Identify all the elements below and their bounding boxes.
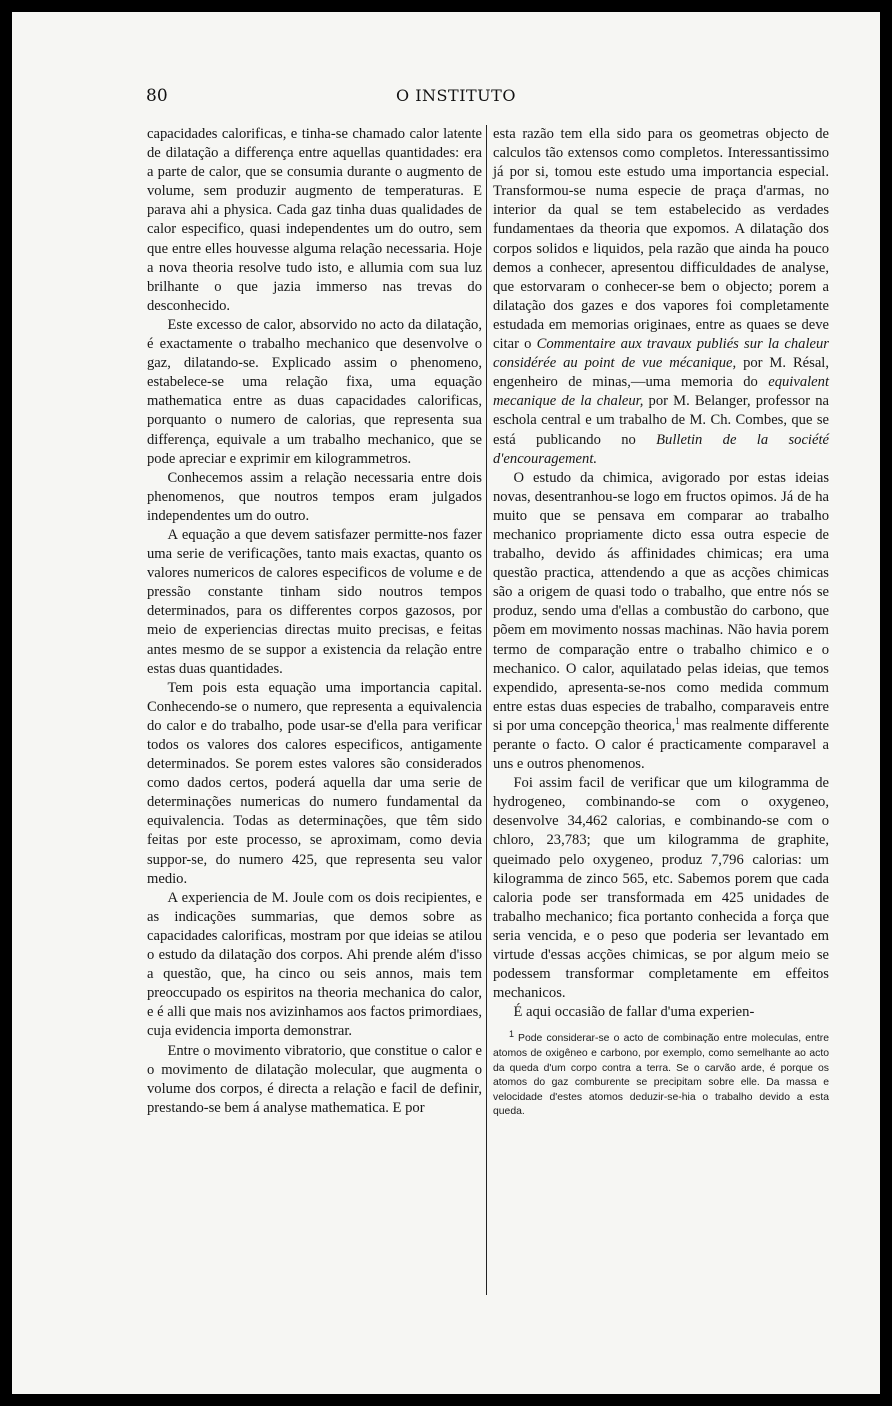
paragraph: Tem pois esta equação uma importancia capital. Conhecendo-se o numero, que representa a equivalencia do calor e do trabalho, pode usar-se d'ella para verificar todos os valores dos calores especificos, antigamente determinados. Se porem estes valores são considerados como dados certos, poderá aquella dar uma serie de determinações numericas do numero fundamental da equivalencia. Todas as determinações, que têm sido feitas por este processo, se aproximam, como devia suppor-se, do numero 425, que representa seu valor medio. — [147, 679, 482, 887]
paragraph: É aqui occasião de fallar d'uma experien- — [513, 1004, 755, 1021]
paragraph: Conhecemos assim a relação necessaria entre dois phenomenos, que noutros tempos eram julgados independentes um do outro. — [147, 469, 482, 524]
paragraph-text: por M. Belanger, professor na eschola central e um trabalho de M. Ch. Combes, que se está publicando no — [493, 393, 829, 448]
cited-title: Commentaire aux travaux publiés sur la chaleur considérée au point de vue mécanique, — [493, 336, 829, 372]
paragraph: capacidades calorificas, e tinha-se chamado calor latente de dilatação a differença entre aquellas quantidades: era a parte de calor, que se consumia durante o augmento de volume, sem produzir augmento de temperaturas. E parava ahi a physica. Cada gaz tinha duas qualidades de calor especifico, quasi independentes um do outro, sem que entre elles houvesse alguma relação necessaria. Hoje a nova theoria resolve tudo isto, e allumia com sua luz brilhante o que jazia immerso nas trevas do desconhecido. — [147, 126, 482, 314]
paragraph-text: O estudo da chimica, avigorado por estas ideias novas, desentranhou-se logo em fructos opimos. Já de ha muito que se pensava em comparar ao trabalho mechanico propriamente dicto essa outra especie de trabalho, devido ás affinidades chimicas; era uma questão practica, attendendo a que as acções chimicas são a origem de quasi todo o trabalho, que entre nós se produz, sendo uma d'ellas a combustão do carbono, que põem em movimento nossas machinas. Não havia porem termo de comparação entre o trabalho chimico e o mechanico. O calor, aquilatado pelas ideias, que temos expendido, apresenta-se-nos como medida commum entre estas duas especies de trabalho, comparaveis entre si por uma concepção theorica, — [493, 469, 829, 734]
paragraph — [493, 125, 829, 469]
paragraph: A experiencia de M. Joule com os dois recipientes, e as indicações summarias, que demos sobre as capacidades calorificas, mostram por que ideias se atilou o estudo da dilatação dos corpos. Ahi prende além d'isso a questão, que, ha cinco ou seis annos, mais tem preoccupado os espiritos na theoria mechanica do calor, e é alli que mais nos avizinhamos aos factos primordiaes, cuja evidencia importa demonstrar. — [147, 889, 482, 1040]
footnote-text: Pode considerar-se o acto de combinação entre moleculas, entre atomos de oxigêneo e carbono, por exemplo, como semelhante ao acto da queda d'um corpo contra a terra. Se o carvão arde, é porque os atomos do gaz comburente se precipitam sobre elle. Da massa e velocidade d'estes atomos deduzir-se-hia o trabalho devido a esta queda. — [493, 1033, 829, 1118]
cited-title: Bulletin de la société d'encouragement. — [493, 431, 829, 467]
paragraph-text: mas realmente differente perante o facto. O calor é practicamente comparavel a uns e outros phenomenos. — [493, 717, 830, 773]
paragraph-text: esta razão tem ella sido para os geometras objecto de calculos tão extensos como completos. Interessantissimo já por si, tomou este estudo uma importancia especial. Transformou-se numa especie de praça d'armas, no interior da qual se tem estabelecido as verdades fundamentaes da theoria que expomos. A dilatação dos corpos solidos e liquidos, pela razão que ainda ha pouco demos a conhecer, apresentou difficuldades de analyse, que estorvaram o conhecer-se bem o objecto; porem a dilatação dos gazes e dos vapores foi completamente estudada em memorias originaes, entre as quaes se deve citar o — [493, 126, 829, 353]
page-header — [12, 86, 880, 112]
right-column — [493, 125, 829, 1120]
paragraph — [493, 469, 829, 775]
cited-title: equivalent mecanique de la chaleur, — [493, 374, 830, 410]
page-number: 80 — [146, 86, 168, 106]
footnote-reference[interactable]: 1 — [675, 716, 680, 727]
running-title: O INSTITUTO — [396, 86, 516, 105]
document-page — [12, 12, 880, 1394]
paragraph: Foi assim facil de verificar que um kilogramma de hydrogeneo, combinando-se com o oxygeneo, desenvolve 34,462 calorias, e combinando-se com o chloro, 23,783; que um kilogramma de graphite, queimado pelo oxygeneo, produz 7,796 calorias: um kilogramma de zinco 565, etc. Sabemos porem que cada caloria pode ser transformada em 425 unidades de trabalho mechanico; fica portanto conhecida a força que seria vencida, e o peso que poderia ser levantado em virtude d'essas acções chimicas, se por algum meio se podessem transformar completamente em effeitos mechanicos. — [493, 775, 829, 1002]
paragraph: A equação a que devem satisfazer permitte-nos fazer uma serie de verificações, tanto mais exactas, quanto os valores numericos de calores especificos de volume e de pressão constante tinham sido noutros tempos determinados, para os differentes corpos gazosos, por meio de experiencias directas muito precisas, e feitas antes mesmo de se suppor a existencia da relação entre estas duas quantidades. — [147, 526, 482, 677]
left-column — [147, 125, 482, 1118]
paragraph-text: por M. Résal, engenheiro de minas,—uma memoria do — [493, 355, 830, 391]
footnote — [493, 1028, 829, 1120]
paragraph: Entre o movimento vibratorio, que constitue o calor e o movimento de dilatação molecular, que augmenta o volume dos corpos, é directa a relação e facil de definir, prestando-se bem á analyse mathematica. E por — [147, 1042, 482, 1116]
paragraph: Este excesso de calor, absorvido no acto da dilatação, é exactamente o trabalho mechanico que desenvolve o gaz, dilatando-se. Explicado assim o phenomeno, estabelece-se uma relação fixa, uma equação mathematica entre as duas capacidades calorificas, porquanto o numero de calorias, que representa sua differença, equivale a um trabalho mechanico, que se pode apreciar e exprimir em kilogrammetros. — [147, 316, 482, 467]
column-divider — [486, 125, 487, 1295]
footnote-mark: 1 — [509, 1028, 515, 1039]
